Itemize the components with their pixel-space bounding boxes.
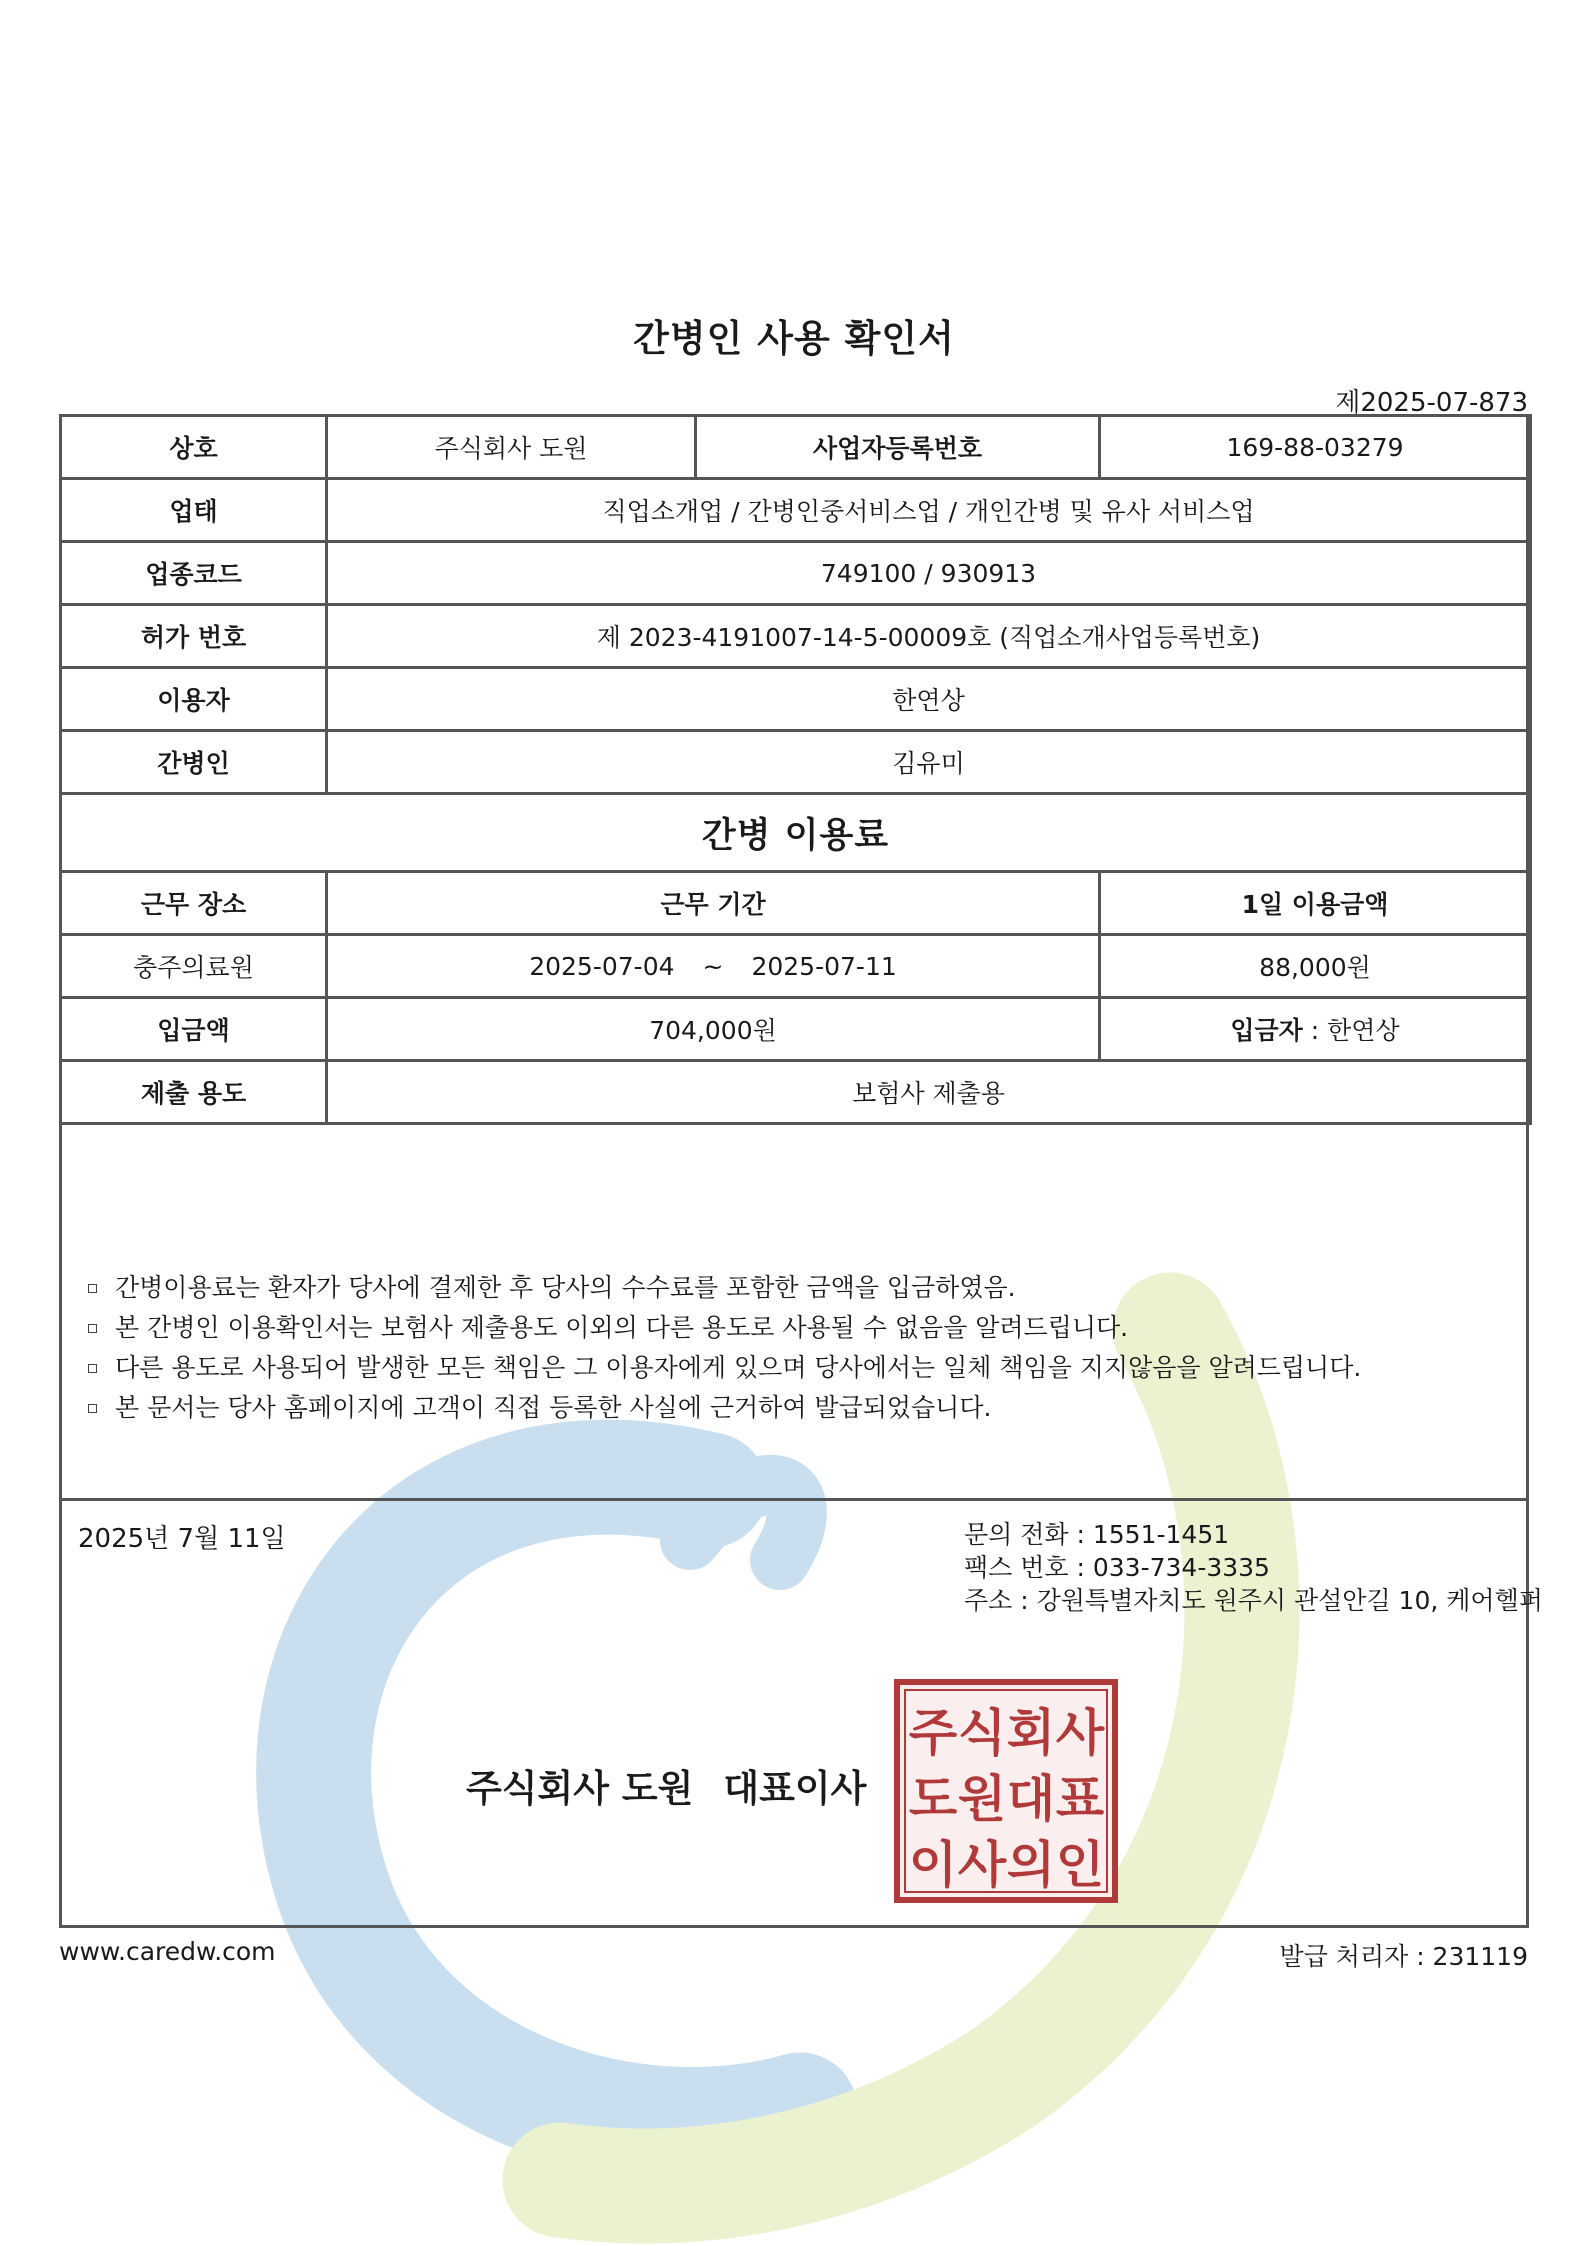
svg-text:인: 인 <box>1055 1836 1105 1894</box>
table-row-user <box>61 668 1531 731</box>
list-item <box>86 1308 1361 1348</box>
table-row-caregiver <box>61 731 1531 794</box>
svg-text:도: 도 <box>908 1770 958 1828</box>
period-end: 2025-07-11 <box>751 951 897 981</box>
table-row-fee-title <box>61 794 1531 872</box>
period-separator: ~ <box>702 951 724 981</box>
caregiver-name: 김유미 <box>327 731 1531 794</box>
svg-text:대: 대 <box>1006 1770 1056 1828</box>
work-place: 충주의료원 <box>61 935 327 998</box>
website-link[interactable]: www.caredw.com <box>59 1937 276 1966</box>
square-bullet-icon <box>88 1404 97 1413</box>
work-period <box>327 935 1100 998</box>
depositor-cell <box>1100 998 1531 1061</box>
daily-amount-label: 1일 이용금액 <box>1100 872 1531 935</box>
note-text: 다른 용도로 사용되어 발생한 모든 책임은 그 이용자에게 있으며 당사에서는 일체 책임을 지지않음을 알려드립니다. <box>115 1353 1362 1382</box>
table-row-company <box>61 416 1531 479</box>
period-start: 2025-07-04 <box>529 951 675 981</box>
note-text: 간병이용료는 환자가 당사에 결제한 후 당사의 수수료를 포함한 금액을 입금하였음. <box>115 1273 1016 1302</box>
table-row-fee-values <box>61 935 1531 998</box>
signature-line <box>466 1758 866 1812</box>
depositor-colon: : <box>1302 1016 1328 1045</box>
place-label: 근무 장소 <box>61 872 327 935</box>
footer-divider <box>59 1498 1529 1501</box>
info-table <box>59 414 1532 1125</box>
square-bullet-icon <box>88 1364 97 1373</box>
period-label: 근무 기간 <box>327 872 1100 935</box>
registration-label: 사업자등록번호 <box>696 416 1100 479</box>
caregiver-label: 간병인 <box>61 731 327 794</box>
daily-amount: 88,000원 <box>1100 935 1531 998</box>
purpose: 보험사 제출용 <box>327 1061 1531 1124</box>
purpose-label: 제출 용도 <box>61 1061 327 1124</box>
company-name: 주식회사 도원 <box>327 416 696 479</box>
notes-list <box>86 1268 1361 1428</box>
list-item <box>86 1388 1361 1428</box>
svg-text:회: 회 <box>1006 1704 1056 1762</box>
issue-date: 2025년 7월 11일 <box>78 1524 286 1554</box>
contact-info <box>964 1518 1543 1617</box>
table-row-business-type <box>61 479 1531 542</box>
deposit-label: 입금액 <box>61 998 327 1061</box>
company-name-label: 상호 <box>61 416 327 479</box>
industry-code-label: 업종코드 <box>61 542 327 605</box>
square-bullet-icon <box>88 1284 97 1293</box>
svg-text:주: 주 <box>908 1704 958 1762</box>
address: 주소 : 강원특별자치도 원주시 관설안길 10, 케어헬퍼 <box>964 1586 1543 1615</box>
svg-text:의: 의 <box>1006 1836 1056 1894</box>
svg-text:이: 이 <box>908 1836 958 1894</box>
fee-section-title: 간병 이용료 <box>61 794 1531 872</box>
svg-text:원: 원 <box>957 1770 1007 1828</box>
svg-text:표: 표 <box>1055 1770 1105 1828</box>
document-number: 제2025-07-873 <box>1335 388 1528 418</box>
square-bullet-icon <box>88 1324 97 1333</box>
list-item <box>86 1348 1361 1388</box>
user-label: 이용자 <box>61 668 327 731</box>
phone-number: 문의 전화 : 1551-1451 <box>964 1520 1230 1549</box>
note-text: 본 문서는 당사 홈페이지에 고객이 직접 등록한 사실에 근거하여 발급되었습니다. <box>115 1393 992 1422</box>
company-seal-stamp <box>893 1678 1119 1904</box>
license-label: 허가 번호 <box>61 605 327 668</box>
depositor-name: 한연상 <box>1327 1016 1400 1045</box>
industry-code: 749100 / 930913 <box>327 542 1531 605</box>
business-type: 직업소개업 / 간병인중서비스업 / 개인간병 및 유사 서비스업 <box>327 479 1531 542</box>
table-row-deposit <box>61 998 1531 1061</box>
signature-company: 주식회사 도원 <box>466 1767 694 1810</box>
svg-text:사: 사 <box>1055 1704 1105 1762</box>
license-number: 제 2023-4191007-14-5-00009호 (직업소개사업등록번호) <box>327 605 1531 668</box>
svg-text:사: 사 <box>957 1836 1007 1894</box>
fax-number: 팩스 번호 : 033-734-3335 <box>964 1553 1270 1582</box>
business-type-label: 업태 <box>61 479 327 542</box>
user-name: 한연상 <box>327 668 1531 731</box>
signature-title: 대표이사 <box>723 1767 867 1810</box>
note-text: 본 간병인 이용확인서는 보험사 제출용도 이외의 다른 용도로 사용될 수 없음을 알려드립니다. <box>115 1313 1129 1342</box>
depositor-label: 입금자 <box>1230 1016 1303 1045</box>
table-row-industry-code <box>61 542 1531 605</box>
deposit-amount: 704,000원 <box>327 998 1100 1061</box>
table-row-fee-headers <box>61 872 1531 935</box>
issuer-id: 발급 처리자 : 231119 <box>1279 1942 1528 1971</box>
registration-number: 169-88-03279 <box>1100 416 1531 479</box>
table-row-purpose <box>61 1061 1531 1124</box>
document-title: 간병인 사용 확인서 <box>633 317 955 360</box>
table-row-license <box>61 605 1531 668</box>
svg-text:식: 식 <box>957 1704 1007 1762</box>
list-item <box>86 1268 1361 1308</box>
